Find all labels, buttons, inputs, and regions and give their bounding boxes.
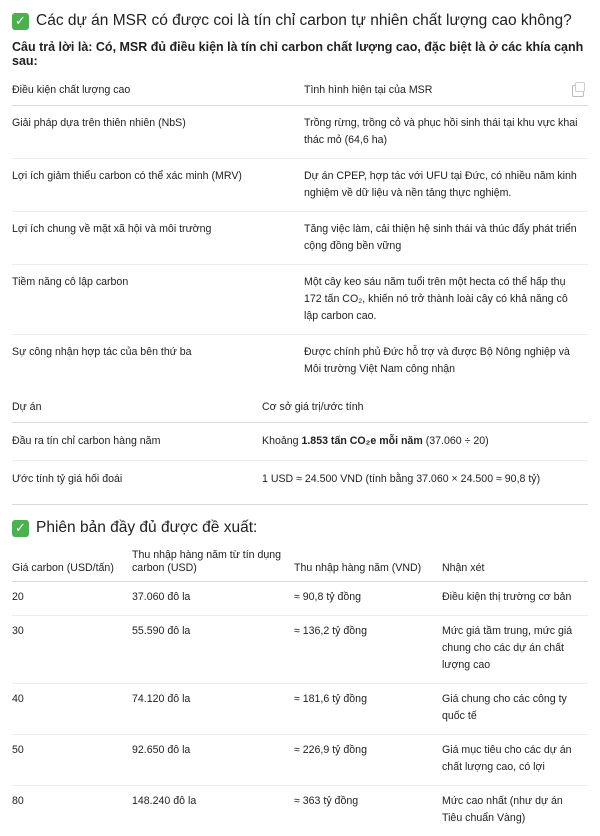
table-header-row [12, 547, 588, 582]
condition-cell: Lợi ích giảm thiểu carbon có thể xác minh (MRV) [12, 159, 304, 212]
condition-cell: Sự công nhận hợp tác của bên thứ ba [12, 335, 304, 388]
price-cell: 30 [12, 616, 132, 684]
table-row [12, 684, 588, 735]
column-header: Cơ sở giá trị/ước tính [262, 393, 588, 423]
usd-income-cell: 55.590 đô la [132, 616, 294, 684]
table-row [12, 786, 588, 836]
estimate-value [262, 423, 588, 461]
column-header: Nhận xét [442, 547, 588, 582]
check-box-icon: ✓ [12, 520, 29, 537]
check-box-icon: ✓ [12, 13, 29, 30]
column-header-label: Tình hình hiện tại của MSR [304, 84, 432, 96]
status-cell: Một cây keo sáu năm tuổi trên một hecta có thể hấp thụ 172 tấn CO₂, khiến nó trở thành loài cây có khả năng cô lập carbon cao. [304, 265, 588, 335]
table-header-row [12, 393, 588, 423]
question-text: Các dự án MSR có được coi là tín chỉ carbon tự nhiên chất lượng cao không? [36, 12, 572, 30]
comment-cell: Giá mục tiêu cho các dự án chất lượng cao, có lợi [442, 735, 588, 786]
table-row [12, 335, 588, 388]
table-row [12, 461, 588, 499]
column-header: Dự án [12, 393, 262, 423]
vnd-income-cell: ≈ 181,6 tỷ đồng [294, 684, 442, 735]
condition-cell: Lợi ích chung về mặt xã hội và môi trường [12, 212, 304, 265]
section-divider [12, 504, 588, 505]
table-row [12, 423, 588, 461]
comment-cell: Mức giá tầm trung, mức giá chung cho các dự án chất lượng cao [442, 616, 588, 684]
estimate-label: Ước tính tỷ giá hối đoái [12, 461, 262, 499]
usd-income-cell: 37.060 đô la [132, 582, 294, 616]
estimate-prefix: Khoảng [262, 435, 301, 447]
usd-income-cell: 74.120 đô la [132, 684, 294, 735]
column-header: Thu nhập hàng năm (VND) [294, 547, 442, 582]
comment-cell: Giá chung cho các công ty quốc tế [442, 684, 588, 735]
condition-cell: Tiềm năng cô lập carbon [12, 265, 304, 335]
status-cell: Trồng rừng, trồng cỏ và phục hồi sinh thái tại khu vực khai thác mỏ (64,6 ha) [304, 106, 588, 159]
table-row [12, 582, 588, 616]
quality-table [12, 76, 588, 387]
status-cell: Dự án CPEP, hợp tác với UFU tại Đức, có nhiều năm kinh nghiệm về dữ liệu và nền tảng thực nghiệm. [304, 159, 588, 212]
price-cell: 50 [12, 735, 132, 786]
vnd-income-cell: ≈ 90,8 tỷ đồng [294, 582, 442, 616]
copy-icon[interactable] [572, 85, 584, 97]
table-row [12, 265, 588, 335]
vnd-income-cell: ≈ 363 tỷ đồng [294, 786, 442, 836]
column-header: Giá carbon (USD/tấn) [12, 547, 132, 582]
table-row [12, 616, 588, 684]
section-title: Phiên bản đầy đủ được đề xuất: [36, 519, 257, 537]
table-row [12, 106, 588, 159]
estimate-bold: 1.853 tấn CO₂e mỗi năm [301, 435, 422, 447]
table-row [12, 159, 588, 212]
table-header-row [12, 76, 588, 106]
condition-cell: Giải pháp dựa trên thiên nhiên (NbS) [12, 106, 304, 159]
comment-cell: Điều kiện thị trường cơ bản [442, 582, 588, 616]
column-header: Thu nhập hàng năm từ tín dụng carbon (USD) [132, 547, 294, 582]
usd-income-cell: 148.240 đô la [132, 786, 294, 836]
usd-income-cell: 92.650 đô la [132, 735, 294, 786]
estimate-suffix: (37.060 ÷ 20) [423, 435, 489, 447]
vnd-income-cell: ≈ 226,9 tỷ đồng [294, 735, 442, 786]
column-header: Điều kiện chất lượng cao [12, 76, 304, 106]
comment-cell: Mức cao nhất (như dự án Tiêu chuẩn Vàng) [442, 786, 588, 836]
estimate-value: 1 USD ≈ 24.500 VND (tính bằng 37.060 × 24.500 ≈ 90,8 tỷ) [262, 461, 588, 499]
section-heading [12, 519, 588, 537]
price-cell: 40 [12, 684, 132, 735]
estimate-table [12, 393, 588, 498]
status-cell: Tăng việc làm, cải thiện hệ sinh thái và thúc đẩy phát triển cộng đồng bền vững [304, 212, 588, 265]
table-row [12, 735, 588, 786]
answer-text: Câu trả lời là: Có, MSR đủ điều kiện là tín chỉ carbon chất lượng cao, đặc biệt là ở các khía cạnh sau: [12, 40, 588, 68]
question-heading [12, 12, 588, 30]
table-row [12, 212, 588, 265]
status-cell: Được chính phủ Đức hỗ trợ và được Bộ Nông nghiệp và Môi trường Việt Nam công nhận [304, 335, 588, 388]
estimate-label: Đầu ra tín chỉ carbon hàng năm [12, 423, 262, 461]
price-cell: 20 [12, 582, 132, 616]
column-header [304, 76, 588, 106]
vnd-income-cell: ≈ 136,2 tỷ đồng [294, 616, 442, 684]
price-table [12, 547, 588, 836]
price-cell: 80 [12, 786, 132, 836]
